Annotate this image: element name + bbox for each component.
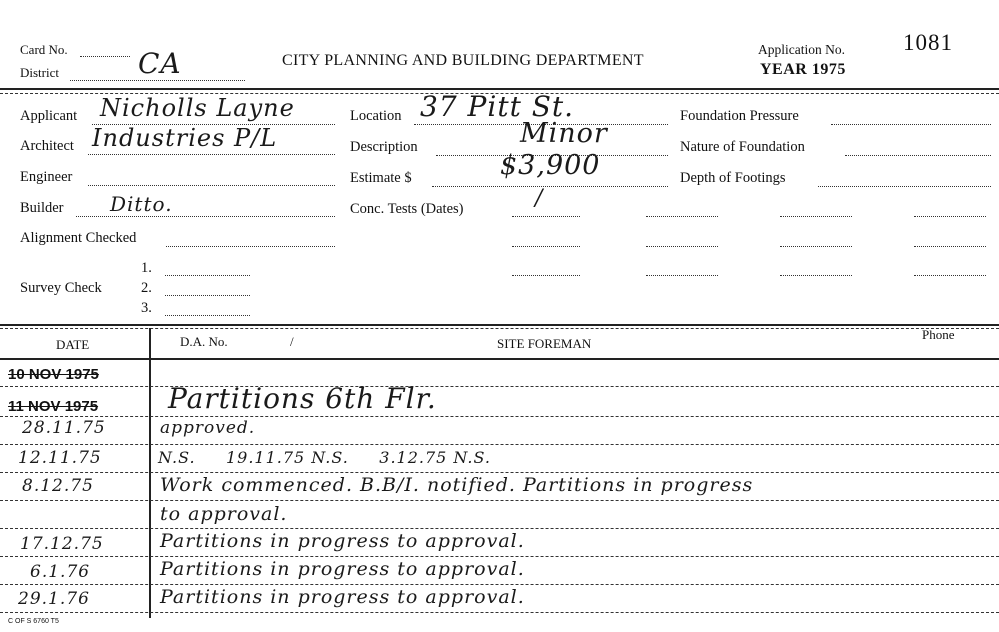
foundation-pressure-line (831, 124, 991, 125)
card-no-line (80, 56, 130, 57)
conc-tests-value: / (535, 186, 544, 211)
architect-label: Architect (20, 138, 74, 154)
log-row-rule (0, 416, 999, 417)
date-header: DATE (56, 337, 90, 352)
alignment-label: Alignment Checked (20, 230, 137, 246)
survey-number-3: 3. (141, 300, 152, 316)
location-value: 37 Pitt St. (420, 90, 575, 123)
log-entry: Partitions in progress to approval. (160, 530, 525, 552)
builder-label: Builder (20, 200, 64, 216)
da-no-mark: / (290, 334, 294, 349)
conc-blank-line (646, 275, 718, 276)
survey-line-3 (165, 315, 250, 316)
log-row-rule (0, 500, 999, 501)
foundation-pressure-label: Foundation Pressure (680, 108, 799, 124)
estimate-value: $3,900 (500, 150, 601, 181)
conc-blank-line (646, 246, 718, 247)
application-no-label: Application No. (758, 42, 845, 57)
builder-value: Ditto. (110, 192, 173, 216)
log-entry: Partitions in progress to approval. (160, 586, 525, 608)
applicant-value: Nicholls Layne (100, 94, 295, 122)
log-date: 8.12.75 (22, 476, 94, 496)
nature-foundation-label: Nature of Foundation (680, 139, 805, 155)
survey-number-1: 1. (141, 260, 152, 276)
log-row-rule (0, 386, 999, 387)
depth-footings-label: Depth of Footings (680, 170, 786, 186)
da-no-header: D.A. No. (180, 334, 228, 349)
log-row-rule (0, 584, 999, 585)
conc-blank-line (780, 216, 852, 217)
log-date: 29.1.76 (18, 589, 90, 609)
conc-blank-line (780, 246, 852, 247)
survey-line-1 (165, 275, 250, 276)
applicant-label: Applicant (20, 108, 78, 124)
log-date: 6.1.76 (30, 562, 91, 582)
form-code: C OF S 6760 T5 (8, 618, 59, 625)
log-date-stamp: 10 NOV 1975 (8, 366, 99, 383)
engineer-line (88, 185, 335, 186)
estimate-line (432, 186, 668, 187)
log-row-rule (0, 472, 999, 473)
survey-line-2 (165, 295, 250, 296)
year-label: YEAR 1975 (760, 61, 846, 78)
builder-line (76, 216, 335, 217)
conc-tests-line (512, 216, 580, 217)
log-entry: Partitions in progress to approval. (160, 558, 525, 580)
log-entry: Work commenced. B.B/I. notified. Partitions in progress (160, 474, 754, 496)
log-column-divider (149, 328, 151, 618)
location-label: Location (350, 108, 402, 124)
conc-blank-line (914, 216, 986, 217)
log-separator (0, 324, 999, 326)
site-foreman-header: SITE FOREMAN (497, 336, 592, 351)
architect-line (88, 154, 335, 155)
survey-label: Survey Check (20, 280, 102, 296)
log-entry: approved. (160, 418, 256, 438)
log-date: 12.11.75 (18, 448, 102, 468)
log-entry: to approval. (160, 503, 288, 525)
alignment-line (166, 246, 335, 247)
conc-tests-label: Conc. Tests (Dates) (350, 201, 464, 217)
description-label: Description (350, 139, 418, 155)
district-value: CA (138, 47, 182, 80)
depth-footings-line (818, 186, 991, 187)
application-no-value: 1081 (903, 30, 953, 55)
conc-blank-line (646, 216, 718, 217)
architect-value: Industries P/L (92, 124, 278, 152)
conc-blank-line (512, 275, 580, 276)
log-entry: N.S. 19.11.75 N.S. 3.12.75 N.S. (158, 448, 491, 467)
district-line (70, 80, 245, 81)
conc-blank-line (914, 246, 986, 247)
log-date: 17.12.75 (20, 534, 104, 554)
card-no-label: Card No. (20, 42, 68, 57)
conc-blank-line (512, 246, 580, 247)
district-label: District (20, 65, 59, 80)
log-row-rule (0, 444, 999, 445)
log-row-rule (0, 528, 999, 529)
survey-number-2: 2. (141, 280, 152, 296)
description-value: Minor (520, 118, 608, 149)
log-date: 28.11.75 (22, 418, 106, 438)
conc-blank-line (914, 275, 986, 276)
log-row-rule (0, 612, 999, 613)
phone-header: Phone (922, 327, 955, 342)
log-row-rule (0, 556, 999, 557)
estimate-label: Estimate $ (350, 170, 412, 186)
engineer-label: Engineer (20, 169, 73, 185)
department-title: CITY PLANNING AND BUILDING DEPARTMENT (282, 52, 644, 69)
log-entry: Partitions 6th Flr. (168, 382, 437, 415)
nature-foundation-line (845, 155, 991, 156)
conc-blank-line (780, 275, 852, 276)
log-date-stamp: 11 NOV 1975 (8, 398, 99, 415)
